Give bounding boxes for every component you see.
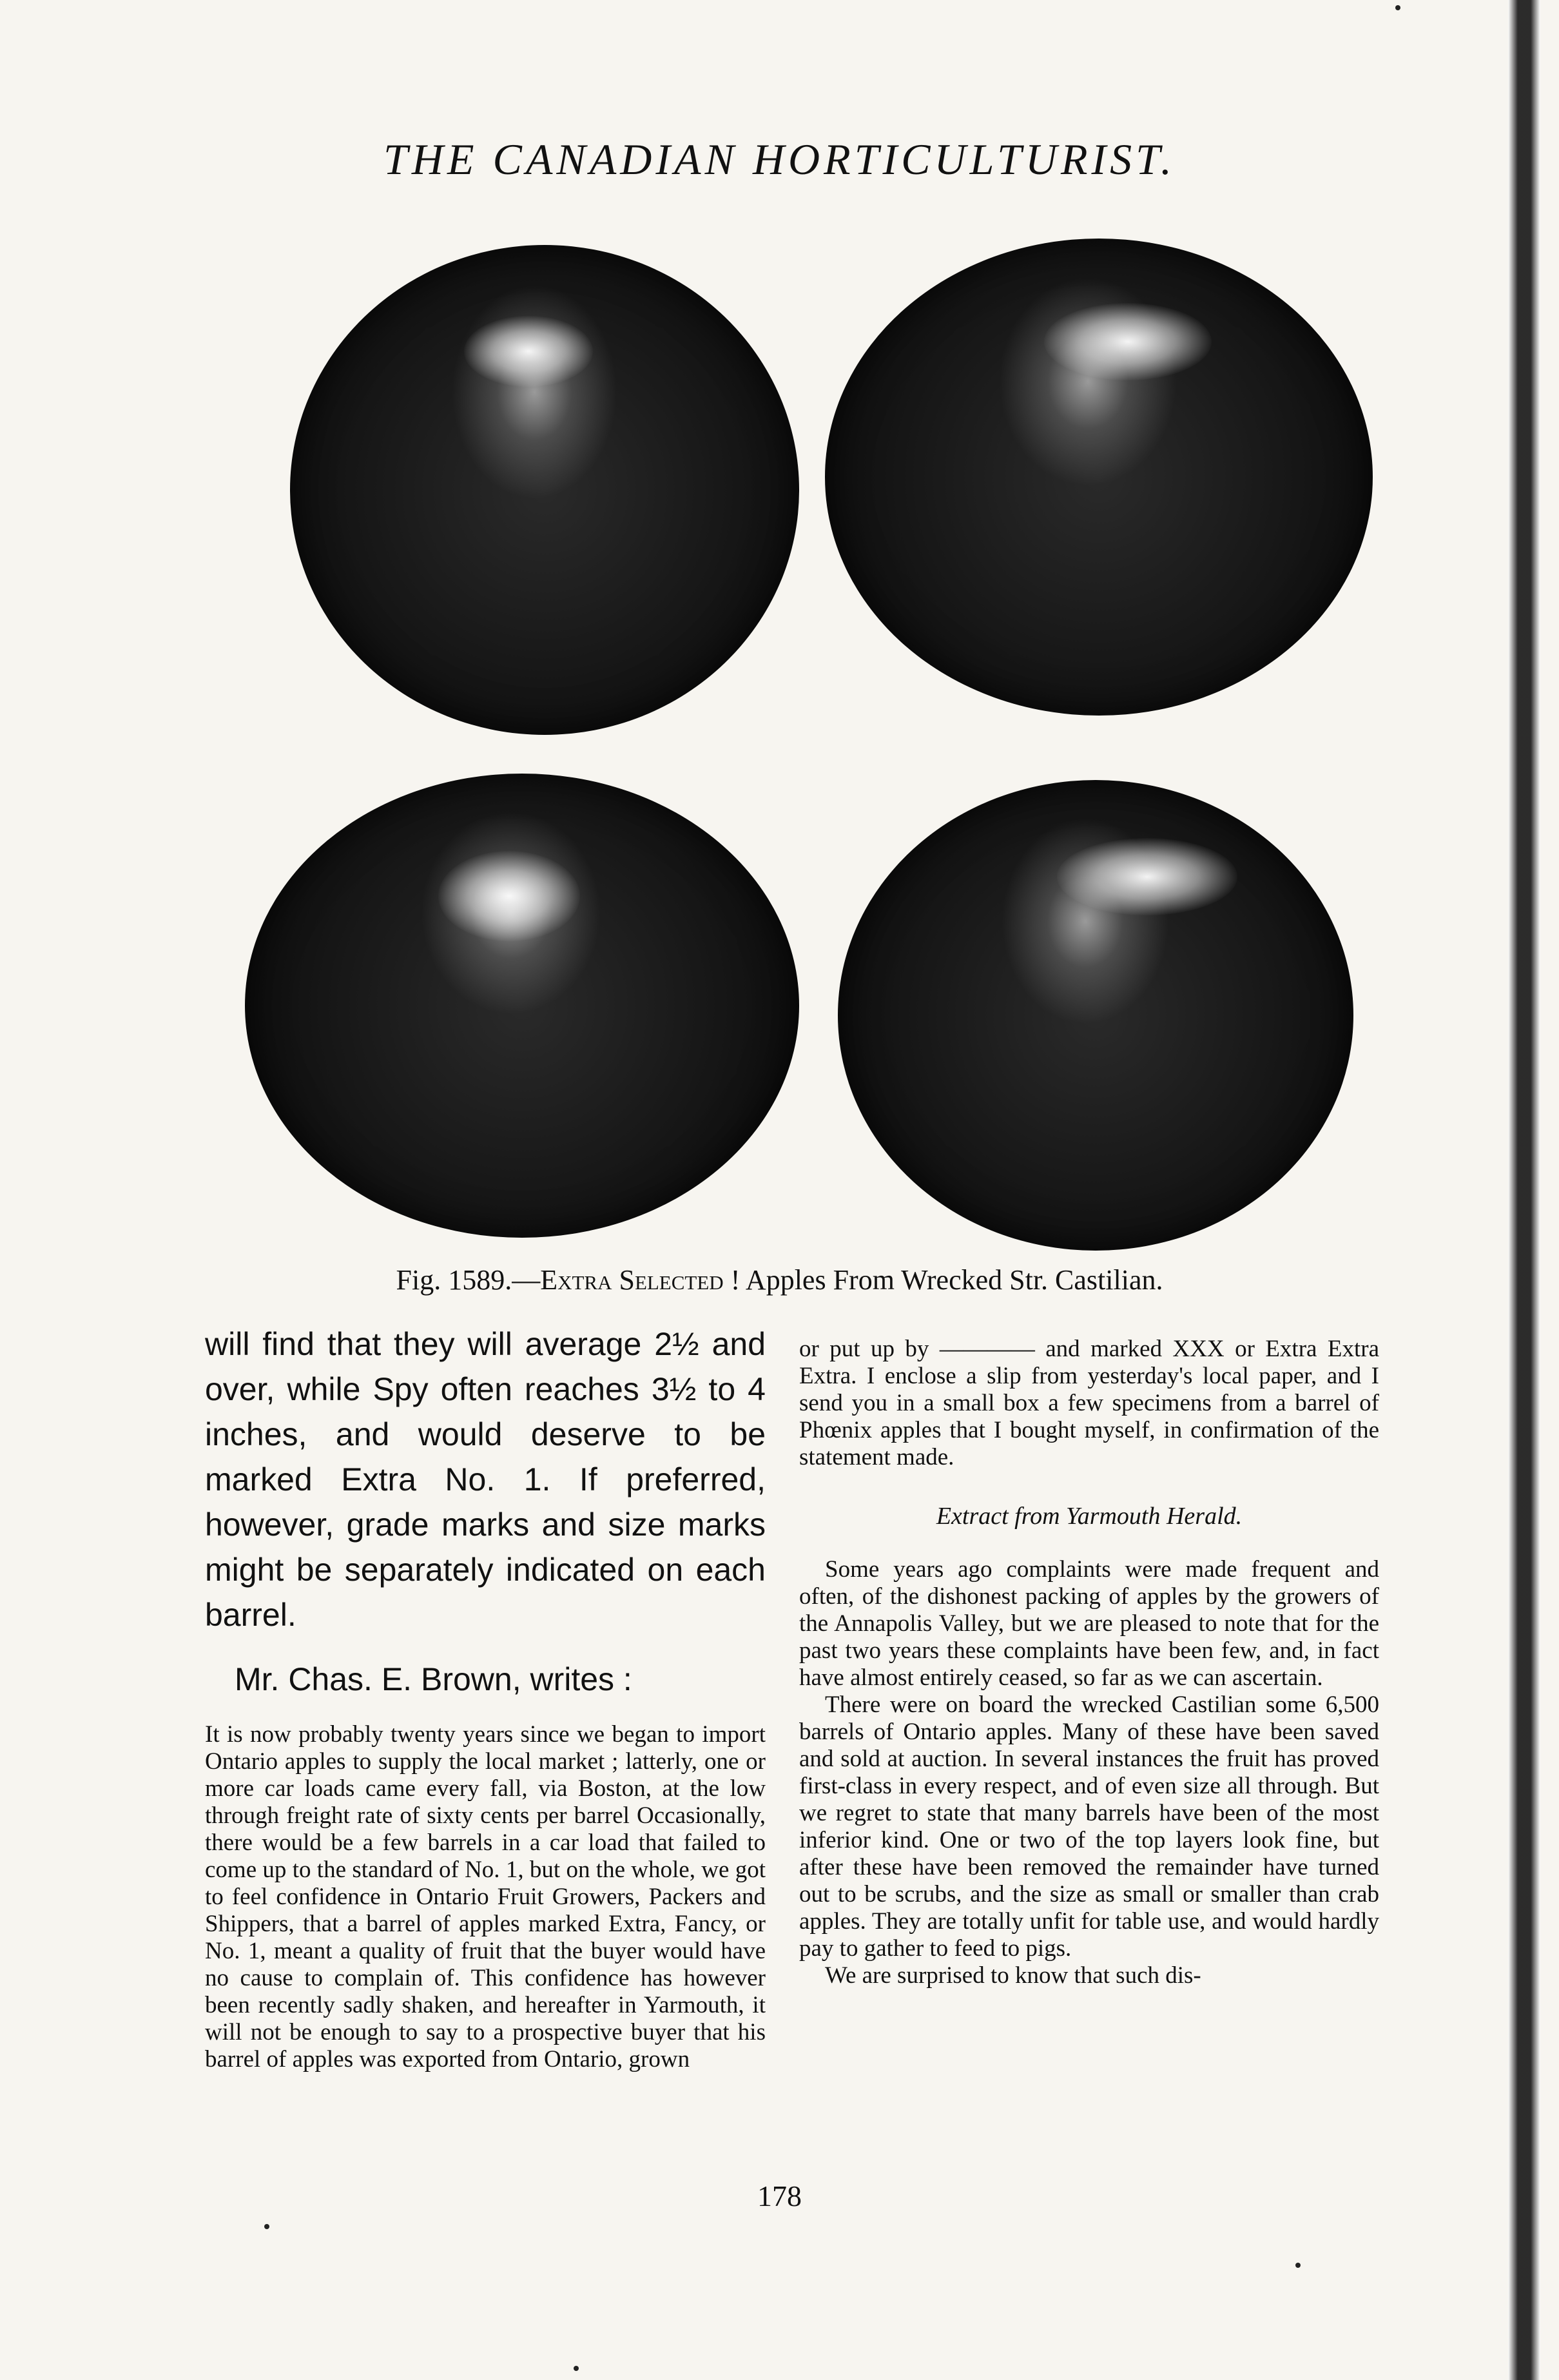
speck (574, 2366, 579, 2371)
herald-paragraph-2: There were on board the wrecked Castilian some 6,500 barrels of Ontario apples. Many of these have been saved and sold at auction. In several instances the fruit has proved first-class in every respect, and of even size all through. But we regret to state that many barrels have been of the most inferior kind. One or two of the top layers look fine, but after these have been removed the remainder have turned out to be scrubs, and the size as small or smaller than crab apples. They are totally unfit for table use, and would hardly pay to gather to feed to pigs. (799, 1692, 1379, 1962)
herald-paragraph-1: Some years ago complaints were made frequent and often, of the dishonest packing of apples by the growers of the Annapolis Valley, but we are pleased to note that for the past two years these complaints have been few, and, in fact have almost entirely ceased, so far as we can ascertain. (799, 1556, 1379, 1691)
apple-image-top-left (290, 245, 799, 735)
scan-edge-bar (1508, 0, 1540, 2380)
apple-highlight (464, 316, 593, 387)
figure-caption-smallcaps: Extra Selected (540, 1264, 724, 1296)
speck (1295, 2263, 1301, 2268)
figure-caption: Fig. 1589.—Extra Selected ! Apples From Wrecked Str. Castilian. (396, 1264, 1163, 1296)
apple-highlight (1044, 303, 1212, 380)
herald-paragraph-3: We are surprised to know that such dis- (825, 1962, 1201, 1989)
apple-photo-figure (245, 213, 1405, 1257)
large-paragraph: will find that they will average 2½ and over, while Spy often reaches 3½ to 4 inches, and would deserve to be marked Extra No. 1. If preferred, however, grade marks and size marks might be separately indicated on each barrel. (205, 1326, 766, 1633)
apple-image-top-right (825, 239, 1373, 716)
figure-caption-rest: ! Apples From Wrecked Str. Castilian. (723, 1264, 1163, 1296)
apple-image-bottom-left (245, 774, 799, 1238)
page-number: 178 (757, 2180, 802, 2212)
apple-highlight (438, 851, 580, 941)
figure-number: Fig. 1589. (396, 1264, 512, 1296)
left-column (205, 1322, 766, 2073)
apple-highlight (1057, 838, 1237, 915)
speck (1395, 5, 1400, 10)
speck (264, 2224, 269, 2229)
writer-line: Mr. Chas. E. Brown, writes : (235, 1661, 632, 1697)
letter-paragraph: It is now probably twenty years since we began to import Ontario apples to supply the local market ; latterly, one or more car loads came every fall, via Boston, at the low through freight rate of sixty cents per barrel Occasionally, there would be a few barrels in a car load that failed to come up to the standard of No. 1, but on the whole, we got to feel confidence in Ontario Fruit Growers, Packers and Shippers, that a barrel of apples marked Extra, Fancy, or No. 1, meant a quality of fruit that the buyer would have no cause to complain of. This confidence has however been recently sadly shaken, and hereafter in Yarmouth, it will not be enough to say to a prospective buyer that his barrel of apples was exported from Ontario, grown (205, 1721, 766, 2073)
letter-continuation: or put up by ———— and marked XXX or Extra Extra Extra. I enclose a slip from yesterday's local paper, and I send you in a small box a few specimens from a barrel of Phœnix apples that I bought myself, in confirmation of the statement made. (799, 1336, 1379, 1470)
apple-image-bottom-right (838, 780, 1353, 1251)
running-header: THE CANADIAN HORTICULTURIST. (383, 135, 1176, 184)
extract-subheading: Extract from Yarmouth Herald. (936, 1503, 1243, 1530)
right-column (799, 1336, 1379, 1989)
